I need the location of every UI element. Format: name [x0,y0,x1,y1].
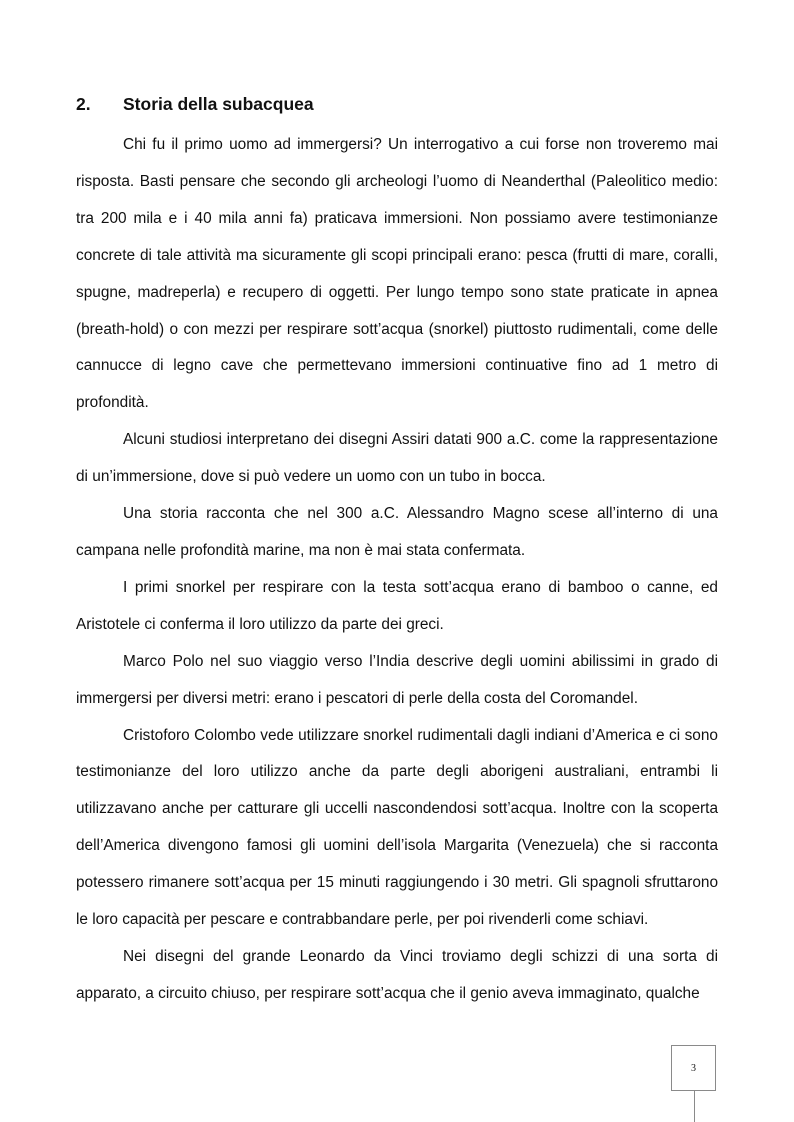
section-title: Storia della subacquea [123,94,314,114]
page-number-box [671,1045,716,1091]
page-number-connector-line [694,1091,695,1122]
paragraph: Cristoforo Colombo vede utilizzare snorkel rudimentali dagli indiani d’America e ci sono testimonianze del loro utilizzo anche da parte degli aborigeni australiani, entrambi li utilizzavano anche per catturare gli uccelli nascondendosi sott’acqua. Inoltre con la scoperta dell’America divengono famosi gli uomini dell’isola Margarita (Venezuela) che si racconta potessero rimanere sott’acqua per 15 minuti raggiungendo i 30 metri. Gli spagnoli sfruttarono le loro capacità per pescare e contrabbandare perle, per poi rivenderli come schiavi. [76,726,718,929]
section-number: 2. [76,94,91,114]
paragraph: Nei disegni del grande Leonardo da Vinci troviamo degli schizzi di una sorta di apparato, a circuito chiuso, per respirare sott’acqua che il genio aveva immaginato, qualche [76,947,718,1002]
paragraph: Alcuni studiosi interpretano dei disegni Assiri datati 900 a.C. come la rappresentazione di un’immersione, dove si può vedere un uomo con un tubo in bocca. [76,431,718,486]
body-text [76,127,718,1013]
section-heading [76,94,314,115]
page-number: 3 [691,1062,696,1074]
paragraph: Una storia racconta che nel 300 a.C. Alessandro Magno scese all’interno di una campana nelle profondità marine, ma non è mai stata confermata. [76,505,718,559]
paragraph: I primi snorkel per respirare con la testa sott’acqua erano di bamboo o canne, ed Aristotele ci conferma il loro utilizzo da parte dei greci. [76,578,718,633]
paragraph: Chi fu il primo uomo ad immergersi? Un interrogativo a cui forse non troveremo mai risposta. Basti pensare che secondo gli archeologi l’uomo di Neanderthal (Paleolitico medio: tra 200 mila e i 40 mila anni fa) praticava immersioni. Non possiamo avere testimonianze concrete di tale attività ma sicuramente gli scopi principali erano: pesca (frutti di mare, coralli, spugne, madreperla) e recupero di oggetti. Per lungo tempo sono state praticate in apnea (breath-hold) o con mezzi per respirare sott’acqua (snorkel) piuttosto rudimentali, come delle cannucce di legno cave che permettevano immersioni continuative fino ad 1 metro di profondità. [76,136,718,412]
paragraph: Marco Polo nel suo viaggio verso l’India descrive degli uomini abilissimi in grado di immergersi per diversi metri: erano i pescatori di perle della costa del Coromandel. [76,652,718,707]
